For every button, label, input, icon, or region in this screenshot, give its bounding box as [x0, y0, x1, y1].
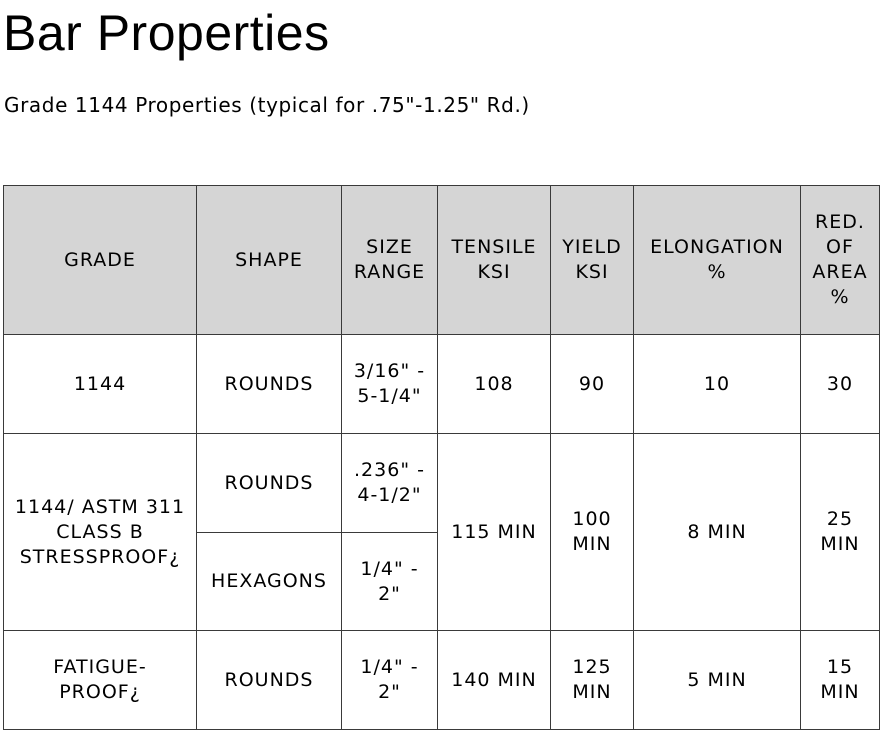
cell-elongation: 8 MIN: [634, 434, 801, 631]
header-grade: GRADE: [4, 186, 197, 335]
cell-tensile: 108: [438, 335, 551, 434]
table-row: [4, 631, 880, 730]
cell-reduction-of-area: 25 MIN: [801, 434, 880, 631]
cell-tensile: 115 MIN: [438, 434, 551, 631]
header-elongation: ELONGATION %: [634, 186, 801, 335]
cell-elongation: 5 MIN: [634, 631, 801, 730]
header-tensile: TENSILE KSI: [438, 186, 551, 335]
cell-tensile: 140 MIN: [438, 631, 551, 730]
cell-yield: 90: [551, 335, 634, 434]
cell-grade: 1144: [4, 335, 197, 434]
cell-shape: HEXAGONS: [197, 533, 342, 631]
cell-size-range: 1/4" - 2": [342, 533, 438, 631]
header-reduction-of-area: RED. OF AREA %: [801, 186, 880, 335]
cell-elongation: 10: [634, 335, 801, 434]
cell-reduction-of-area: 15 MIN: [801, 631, 880, 730]
cell-shape: ROUNDS: [197, 434, 342, 533]
cell-grade: 1144/ ASTM 311 CLASS B STRESSPROOF¿: [4, 434, 197, 631]
cell-yield: 125 MIN: [551, 631, 634, 730]
cell-shape: ROUNDS: [197, 631, 342, 730]
table-row: [4, 335, 880, 434]
cell-yield: 100 MIN: [551, 434, 634, 631]
header-yield: YIELD KSI: [551, 186, 634, 335]
bar-properties-table: [3, 185, 880, 730]
cell-size-range: 1/4" - 2": [342, 631, 438, 730]
header-shape: SHAPE: [197, 186, 342, 335]
header-size-range: SIZE RANGE: [342, 186, 438, 335]
cell-size-range: .236" - 4-1/2": [342, 434, 438, 533]
table-row: [4, 434, 880, 533]
cell-size-range: 3/16" - 5-1/4": [342, 335, 438, 434]
page-subtitle: Grade 1144 Properties (typical for .75"-1.25" Rd.): [4, 93, 530, 117]
cell-shape: ROUNDS: [197, 335, 342, 434]
header-row: [4, 186, 880, 335]
cell-grade: FATIGUE- PROOF¿: [4, 631, 197, 730]
page-title: Bar Properties: [3, 5, 330, 61]
cell-reduction-of-area: 30: [801, 335, 880, 434]
